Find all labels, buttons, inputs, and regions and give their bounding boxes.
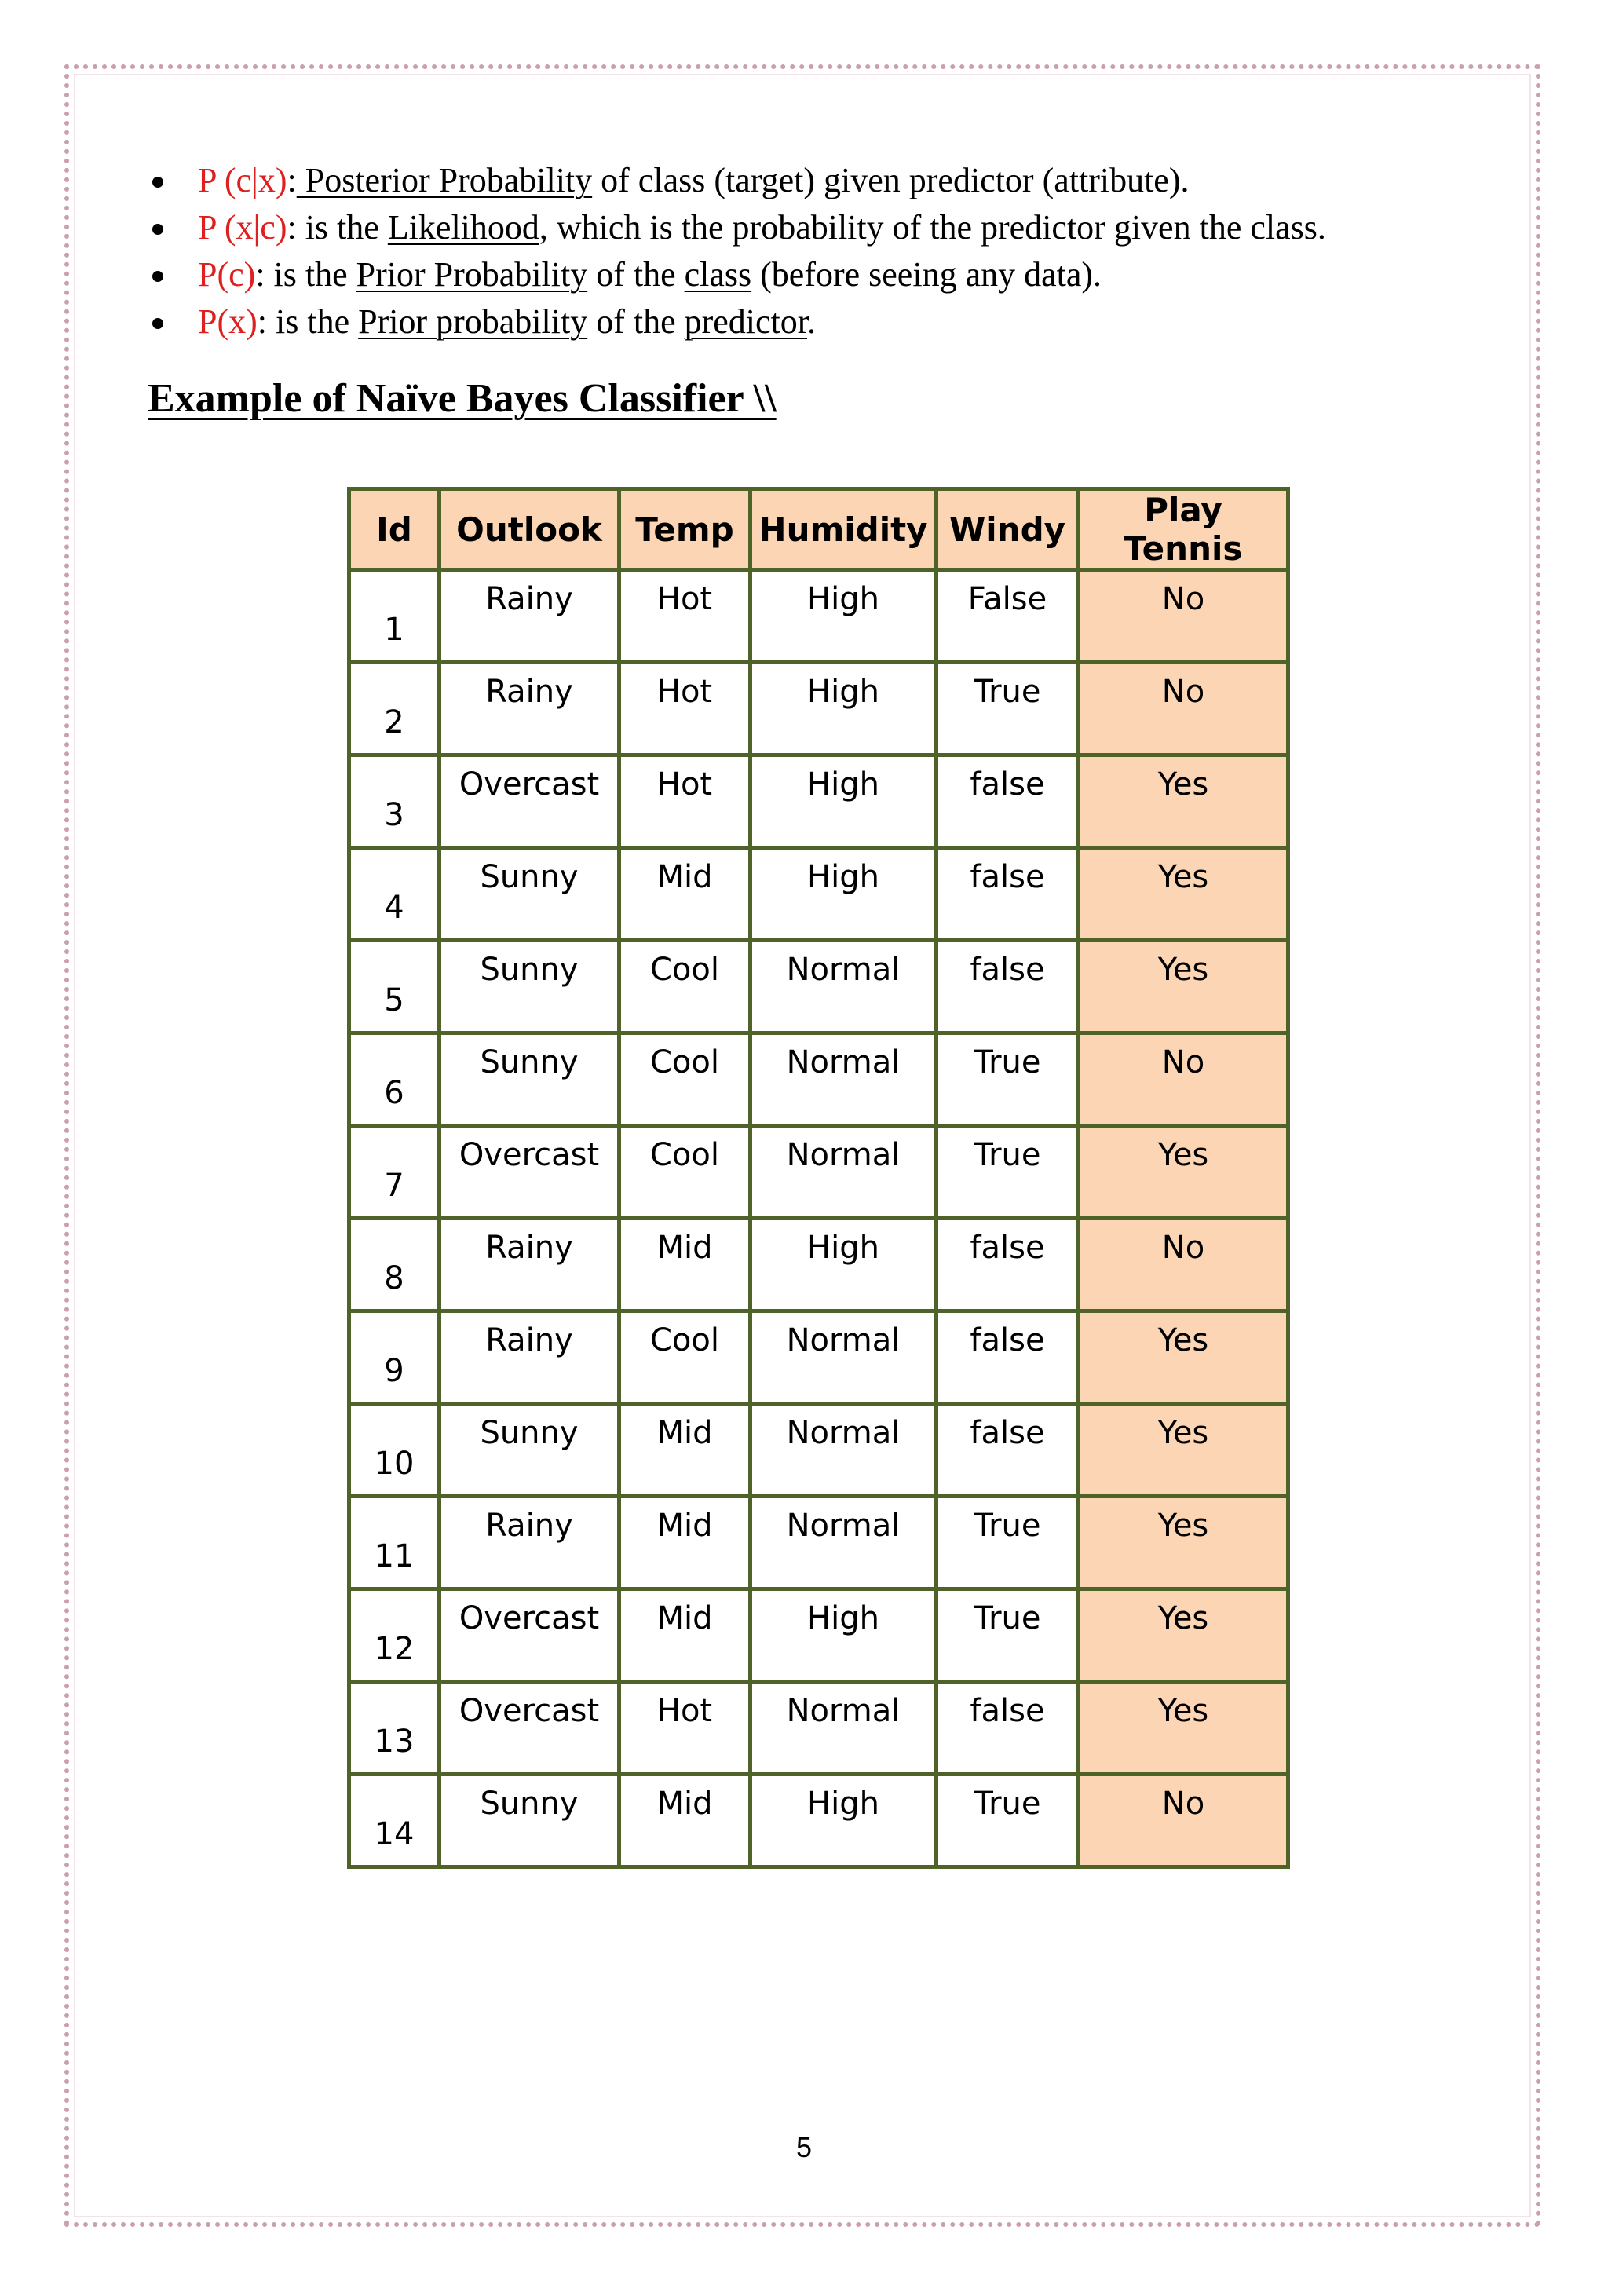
cell-temp: Cool — [619, 1033, 751, 1126]
cell-outlook: Rainy — [440, 1497, 619, 1589]
cell-windy: True — [937, 1033, 1079, 1126]
table-row — [349, 1497, 1288, 1589]
cell-temp: Mid — [619, 1497, 751, 1589]
cell-id: 14 — [349, 1775, 440, 1867]
header-windy: Windy — [937, 489, 1079, 570]
bullet-icon — [152, 318, 163, 329]
cell-id: 5 — [349, 941, 440, 1033]
cell-outlook: Sunny — [440, 1033, 619, 1126]
cell-humidity: Normal — [751, 1682, 937, 1775]
cell-windy: false — [937, 941, 1079, 1033]
separator: : is the — [255, 255, 356, 294]
cell-temp: Hot — [619, 570, 751, 663]
cell-play-tennis: Yes — [1079, 941, 1288, 1033]
header-outlook: Outlook — [440, 489, 619, 570]
description: of class (target) given predictor (attribute). — [592, 161, 1190, 199]
term-link: Prior probability — [358, 302, 588, 341]
table-row — [349, 1033, 1288, 1126]
cell-temp: Hot — [619, 663, 751, 755]
table-row — [349, 848, 1288, 941]
cell-windy: True — [937, 1775, 1079, 1867]
cell-windy: False — [937, 570, 1079, 663]
definition-prior-predictor — [146, 298, 1481, 345]
description: , which is the probability of the predictor given the class. — [539, 208, 1326, 247]
cell-outlook: Sunny — [440, 941, 619, 1033]
cell-temp: Cool — [619, 1126, 751, 1219]
table-row — [349, 941, 1288, 1033]
cell-play-tennis: No — [1079, 1775, 1288, 1867]
cell-id: 12 — [349, 1589, 440, 1682]
header-play-tennis: Play Tennis — [1079, 489, 1288, 570]
cell-outlook: Overcast — [440, 1589, 619, 1682]
cell-id: 8 — [349, 1219, 440, 1311]
cell-humidity: Normal — [751, 1404, 937, 1497]
cell-play-tennis: Yes — [1079, 755, 1288, 848]
cell-temp: Mid — [619, 1219, 751, 1311]
cell-play-tennis: Yes — [1079, 1497, 1288, 1589]
table-row — [349, 1682, 1288, 1775]
cell-outlook: Rainy — [440, 570, 619, 663]
table-row — [349, 1219, 1288, 1311]
cell-play-tennis: Yes — [1079, 848, 1288, 941]
cell-windy: false — [937, 1404, 1079, 1497]
cell-outlook: Overcast — [440, 755, 619, 848]
cell-outlook: Rainy — [440, 1311, 619, 1404]
cell-play-tennis: Yes — [1079, 1311, 1288, 1404]
definition-prior-class — [146, 251, 1481, 298]
cell-play-tennis: No — [1079, 570, 1288, 663]
cell-temp: Cool — [619, 1311, 751, 1404]
cell-id: 11 — [349, 1497, 440, 1589]
cell-id: 13 — [349, 1682, 440, 1775]
term: P(x) — [198, 302, 258, 341]
table-row — [349, 1311, 1288, 1404]
cell-id: 3 — [349, 755, 440, 848]
cell-play-tennis: No — [1079, 1219, 1288, 1311]
cell-temp: Hot — [619, 1682, 751, 1775]
cell-temp: Hot — [619, 755, 751, 848]
cell-id: 6 — [349, 1033, 440, 1126]
cell-humidity: Normal — [751, 1126, 937, 1219]
description-mid: of the — [587, 255, 685, 294]
cell-play-tennis: Yes — [1079, 1682, 1288, 1775]
separator: : is the — [287, 208, 388, 247]
table-row — [349, 1404, 1288, 1497]
cell-windy: True — [937, 1589, 1079, 1682]
cell-outlook: Sunny — [440, 848, 619, 941]
table-row — [349, 755, 1288, 848]
cell-id: 10 — [349, 1404, 440, 1497]
term: P (x|c) — [198, 208, 287, 247]
description: (before seeing any data). — [751, 255, 1102, 294]
section-heading: Example of Naïve Bayes Classifier \\ — [148, 376, 777, 421]
cell-humidity: Normal — [751, 1033, 937, 1126]
cell-humidity: High — [751, 1775, 937, 1867]
definition-posterior — [146, 157, 1481, 204]
cell-temp: Mid — [619, 848, 751, 941]
cell-id: 1 — [349, 570, 440, 663]
term: P (c|x) — [198, 161, 287, 199]
cell-windy: false — [937, 755, 1079, 848]
cell-temp: Mid — [619, 1775, 751, 1867]
table-header-row — [349, 489, 1288, 570]
table-row — [349, 1589, 1288, 1682]
cell-id: 7 — [349, 1126, 440, 1219]
cell-humidity: Normal — [751, 1497, 937, 1589]
cell-windy: false — [937, 1219, 1079, 1311]
cell-temp: Mid — [619, 1589, 751, 1682]
description-mid: of the — [587, 302, 685, 341]
cell-outlook: Overcast — [440, 1126, 619, 1219]
term-link: Prior Probability — [356, 255, 588, 294]
cell-outlook: Rainy — [440, 663, 619, 755]
page-number: 5 — [795, 2131, 813, 2163]
cell-play-tennis: No — [1079, 1033, 1288, 1126]
term-link: Likelihood — [387, 208, 539, 247]
table-row — [349, 1775, 1288, 1867]
cell-play-tennis: Yes — [1079, 1404, 1288, 1497]
cell-temp: Mid — [619, 1404, 751, 1497]
cell-play-tennis: Yes — [1079, 1589, 1288, 1682]
header-id: Id — [349, 489, 440, 570]
cell-id: 2 — [349, 663, 440, 755]
definition-likelihood — [146, 204, 1481, 251]
term-link: Posterior Probability — [296, 161, 593, 199]
cell-outlook: Sunny — [440, 1775, 619, 1867]
cell-outlook: Rainy — [440, 1219, 619, 1311]
cell-windy: false — [937, 1682, 1079, 1775]
cell-windy: True — [937, 1497, 1079, 1589]
cell-humidity: Normal — [751, 941, 937, 1033]
definitions-list — [146, 157, 1481, 345]
separator: : — [287, 161, 297, 199]
cell-windy: True — [937, 663, 1079, 755]
cell-outlook: Sunny — [440, 1404, 619, 1497]
cell-play-tennis: Yes — [1079, 1126, 1288, 1219]
table-row — [349, 663, 1288, 755]
bullet-icon — [152, 177, 163, 188]
cell-humidity: High — [751, 848, 937, 941]
term-link-2: class — [684, 255, 752, 294]
term-link-2: predictor — [684, 302, 807, 341]
table-row — [349, 1126, 1288, 1219]
cell-windy: false — [937, 1311, 1079, 1404]
cell-id: 9 — [349, 1311, 440, 1404]
play-tennis-table — [347, 487, 1290, 1869]
cell-outlook: Overcast — [440, 1682, 619, 1775]
cell-humidity: High — [751, 570, 937, 663]
separator: : is the — [257, 302, 359, 341]
cell-windy: false — [937, 848, 1079, 941]
table-body — [349, 570, 1288, 1867]
cell-play-tennis: No — [1079, 663, 1288, 755]
cell-id: 4 — [349, 848, 440, 941]
table-row — [349, 570, 1288, 663]
header-temp: Temp — [619, 489, 751, 570]
cell-windy: True — [937, 1126, 1079, 1219]
cell-humidity: High — [751, 1219, 937, 1311]
description: . — [807, 302, 816, 341]
header-humidity: Humidity — [751, 489, 937, 570]
cell-temp: Cool — [619, 941, 751, 1033]
cell-humidity: High — [751, 1589, 937, 1682]
term: P(c) — [198, 255, 256, 294]
cell-humidity: High — [751, 663, 937, 755]
bullet-icon — [152, 271, 163, 282]
bullet-icon — [152, 224, 163, 235]
cell-humidity: High — [751, 755, 937, 848]
cell-humidity: Normal — [751, 1311, 937, 1404]
